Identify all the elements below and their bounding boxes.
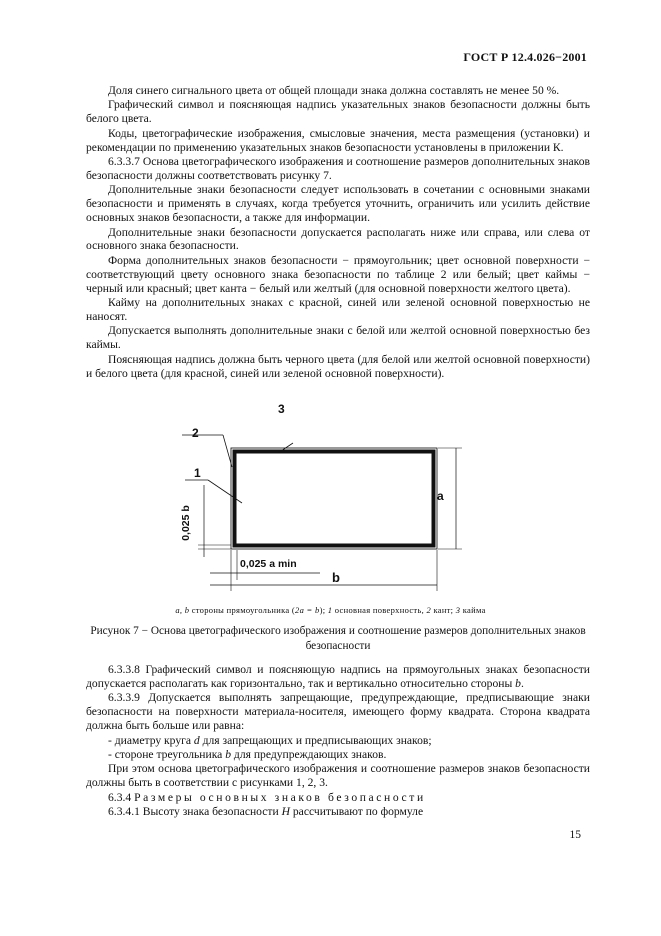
- paragraph: 6.3.3.7 Основа цветографического изображения и соотношение размеров дополнительных знаков безопасности должны соответствовать рисунку 7.: [86, 155, 590, 182]
- body-text-top: [86, 84, 590, 381]
- figure-legend: [0, 605, 661, 615]
- paragraph: Графический символ и поясняющая надпись указательных знаков безопасности должны быть белого цвета.: [86, 98, 590, 126]
- legend-n2: 2: [426, 605, 432, 615]
- paragraph: [86, 805, 590, 819]
- figure-label-edging: 2: [192, 426, 199, 440]
- paragraph: При этом основа цветографического изображения и соотношение размеров знаков безопасности должны быть в соответствии с рисунками 1, 2, 3.: [86, 762, 590, 790]
- legend-n2-text: кант;: [431, 605, 456, 615]
- section-title: Размеры основных знаков безопасности: [134, 790, 426, 804]
- legend-n1-text: основная поверхность,: [332, 605, 427, 615]
- legend-ab-text: стороны прямоугольника (: [189, 605, 296, 615]
- figure-label-surface: 1: [194, 466, 201, 480]
- paragraph-var: H: [281, 805, 290, 819]
- paragraph: [86, 748, 590, 762]
- paragraph-text: - диаметру круга: [108, 733, 192, 747]
- paragraph-text: рассчитывают по формуле: [292, 805, 424, 819]
- edging-outline: [231, 448, 437, 549]
- paragraph: [86, 734, 590, 748]
- section-number: 6.3.4: [108, 790, 132, 804]
- paragraph-text: 6.3.4.1 Высоту знака безопасности: [108, 805, 279, 819]
- document-code-header: ГОСТ Р 12.4.026−2001: [463, 50, 587, 64]
- border-frame: [235, 452, 434, 546]
- paragraph: [86, 791, 590, 805]
- paragraph: Допускается выполнять дополнительные знаки с белой или желтой основной поверхностью без каймы.: [86, 324, 590, 352]
- figure-caption: Рисунок 7 − Основа цветографического изображения и соотношение размеров дополнительных знаков безопасности: [90, 625, 586, 652]
- figure-dimension-horizontal: 0,025 a min: [240, 558, 297, 570]
- paragraph: Доля синего сигнального цвета от общей площади знака должна составлять не менее 50 %.: [108, 84, 560, 97]
- paragraph: 6.3.3.8 Графический символ и поясняющую надпись на прямоугольных знаках безопасности допускается располагать как горизонтально, так и вертикально относительно стороны b.: [86, 663, 590, 690]
- legend-formula: 2a = b: [295, 605, 320, 615]
- legend-sep: );: [319, 605, 328, 615]
- body-text-bottom: [86, 663, 590, 819]
- figure-label-border: 3: [278, 402, 285, 416]
- figure-label-side-b: b: [332, 570, 340, 585]
- sign-diagram-svg: [180, 405, 465, 595]
- legend-n1: 1: [327, 605, 333, 615]
- paragraph: Дополнительные знаки безопасности допускается располагать ниже или справа, или слева от основного знака безопасности.: [86, 225, 590, 253]
- paragraph-text: - стороне треугольника: [108, 747, 223, 761]
- legend-ab: a, b: [175, 605, 190, 615]
- paragraph-text: для предупреждающих знаков.: [233, 747, 387, 761]
- paragraph-var: b: [515, 676, 521, 690]
- paragraph: Коды, цветографические изображения, смысловые значения, места размещения (установки) и рекомендации по применению указательных знаков безопасности установлены в приложении К.: [86, 126, 590, 154]
- figure-dimension-vertical: 0,025 b: [179, 505, 192, 541]
- paragraph: Поясняющая надпись должна быть черного цвета (для белой или желтой основной поверхности) и белого цвета (для красной, синей или зеленой основной поверхности).: [86, 352, 590, 380]
- figure-label-side-a: a: [437, 489, 444, 503]
- paragraph-text: для запрещающих и предписывающих знаков;: [202, 733, 432, 747]
- paragraph-var: b: [225, 747, 232, 761]
- paragraph-var: d: [193, 733, 200, 747]
- paragraph: Кайму на дополнительных знаках с красной, синей или зеленой основной поверхностью не наносят.: [86, 296, 590, 323]
- paragraph: 6.3.3.9 Допускается выполнять запрещающие, предупреждающие, предписывающие знаки безопасности на поверхности материала-носителя, имеющего форму квадрата. Сторона квадрата должна быть больше или равна:: [86, 691, 590, 733]
- paragraph: Форма дополнительных знаков безопасности − прямоугольник; цвет основной поверхности − соответствующий цвету основного знака безопасности по таблице 2 или белый; цвет каймы − черный или красный; цвет канта − белый или желтый (для основной поверхности желтого цвета).: [86, 253, 590, 295]
- leader-1b: [208, 480, 242, 503]
- paragraph-text: 6.3.3.8 Графический символ и поясняющую надпись на прямоугольных знаках безопасности допускается располагать как горизонтально, так и вертикально относительно стороны: [86, 663, 590, 690]
- paragraph: Дополнительные знаки безопасности следует использовать в сочетании с основными знаками безопасности и применять в случаях, когда требуется уточнить, ограничить или усилить действие основных знаков безопасности, а также для информации.: [86, 183, 590, 225]
- legend-n3: 3: [455, 605, 461, 615]
- page-number: 15: [569, 829, 581, 841]
- figure-7-diagram: [179, 402, 465, 595]
- legend-n3-text: кайма: [460, 605, 486, 615]
